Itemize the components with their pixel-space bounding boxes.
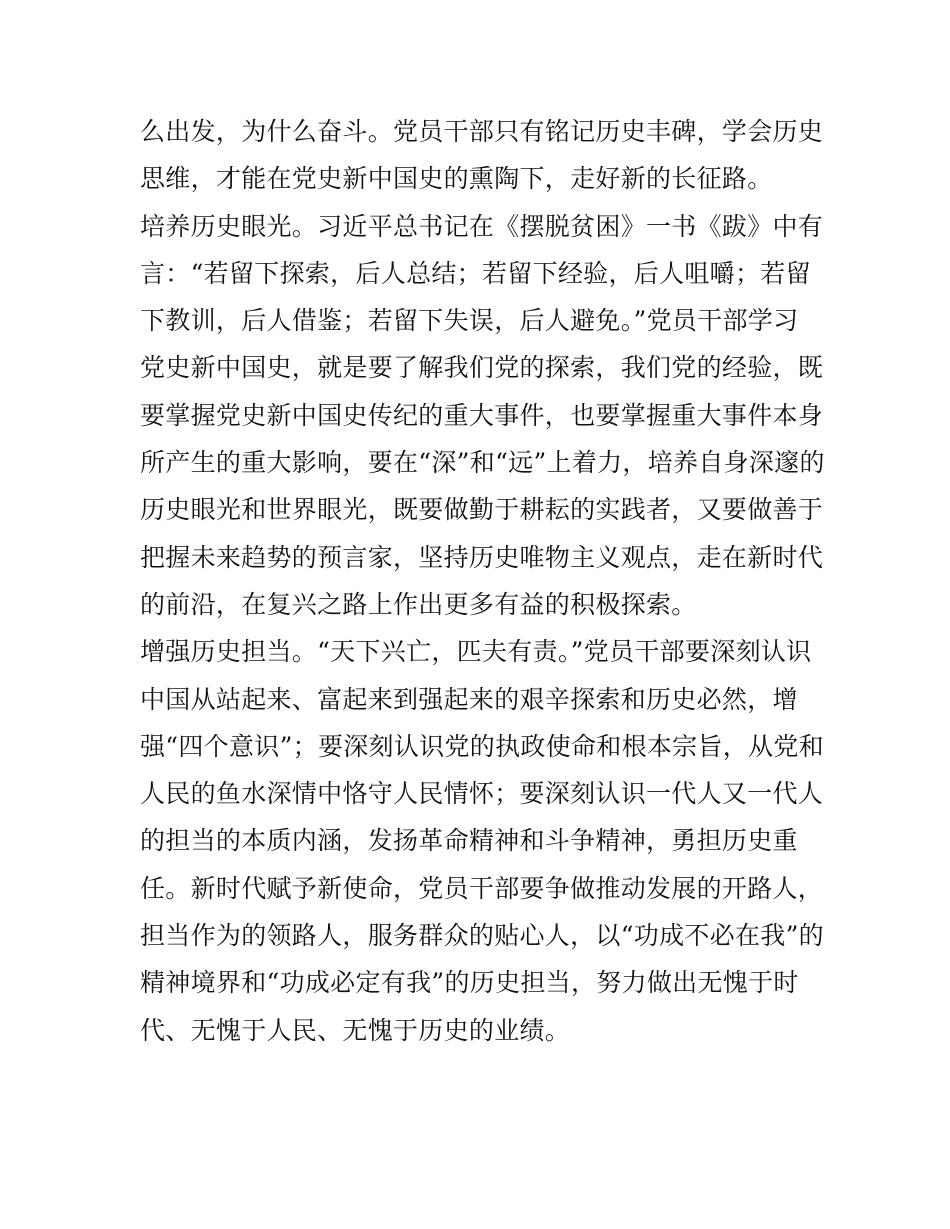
- text-line: 代、无愧于人民、无愧于历史的业绩。: [140, 1015, 571, 1045]
- text-line: 历史眼光和世界眼光，既要做勤于耕耘的实践者，又要做善于: [140, 495, 824, 525]
- text-line: 任。新时代赋予新使命，党员干部要争做推动发展的开路人，: [140, 873, 824, 903]
- text-line: 精神境界和“功成必定有我”的历史担当，努力做出无愧于时: [140, 968, 799, 998]
- text-line: 培养历史眼光。习近平总书记在《摆脱贫困》一书《跋》中有: [140, 211, 824, 241]
- text-line: 言：“若留下探索，后人总结；若留下经验，后人咀嚼；若留: [140, 258, 811, 288]
- text-line: 所产生的重大影响，要在“深”和“远”上着力，培养自身深邃的: [140, 448, 825, 478]
- text-line: 人民的鱼水深情中恪守人民情怀；要深刻认识一代人又一代人: [140, 779, 824, 809]
- text-line: 的担当的本质内涵，发扬革命精神和斗争精神，勇担历史重: [140, 826, 798, 856]
- text-line: 把握未来趋势的预言家，坚持历史唯物主义观点，走在新时代: [140, 542, 824, 572]
- text-line: 要掌握党史新中国史传纪的重大事件，也要掌握重大事件本身: [140, 400, 824, 430]
- text-line: 中国从站起来、富起来到强起来的艰辛探索和历史必然，增: [140, 684, 798, 714]
- text-line: 增强历史担当。“天下兴亡，匹夫有责。”党员干部要深刻认识: [140, 637, 812, 667]
- text-line: 么出发，为什么奋斗。党员干部只有铭记历史丰碑，学会历史: [140, 117, 824, 146]
- body-text: [140, 108, 825, 1054]
- text-line: 思维，才能在党史新中国史的熏陶下，走好新的长征路。: [140, 164, 773, 194]
- text-line: 强“四个意识”；要深刻认识党的执政使命和根本宗旨，从党和: [140, 731, 824, 761]
- text-line: 党史新中国史，就是要了解我们党的探索，我们党的经验，既: [140, 353, 824, 383]
- text-line: 的前沿，在复兴之路上作出更多有益的积极探索。: [140, 589, 697, 619]
- text-line: 下教训，后人借鉴；若留下失误，后人避免。”党员干部学习: [140, 306, 799, 336]
- text-line: 担当作为的领路人，服务群众的贴心人，以“功成不必在我”的: [140, 921, 824, 951]
